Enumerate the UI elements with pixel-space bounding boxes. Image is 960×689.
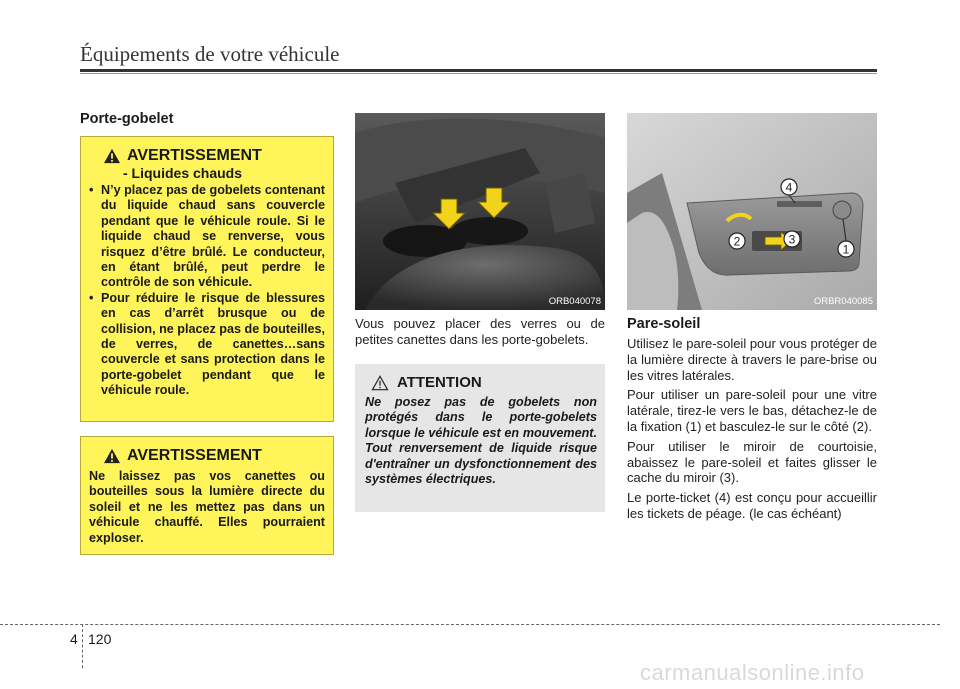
photo-caption: ORBR040085 — [813, 296, 873, 307]
warning-subtitle: - Liquides chauds — [123, 165, 243, 181]
photo-caption: ORB040078 — [548, 296, 601, 307]
cup-holder-photo — [355, 113, 605, 310]
svg-text:3: 3 — [788, 232, 796, 247]
warning-item: • N’y placez pas de gobelets contenant du liquide chaud sans couvercle pendant que le véhicule roule. Si le liquide chaud se renverse, vous risquez d’être brûlé. Le conducteur, en étant brûlé, peut perdre le contrôle de son véhicule. — [89, 183, 325, 291]
svg-text:2: 2 — [733, 234, 741, 249]
attention-title: ATTENTION — [397, 374, 482, 391]
sun-visor-paragraph: Utilisez le pare-soleil pour vous protéger de la lumière directe à travers le pare-brise ou les vitres latérales. — [627, 336, 878, 383]
sun-visor-paragraph: Pour utiliser le miroir de courtoisie, abaissez le pare-soleil et faites glisser le cache du miroir (3). — [627, 438, 877, 486]
warning-heading — [103, 147, 325, 165]
header-rule-thin — [80, 73, 877, 74]
cup-holder-illustration — [355, 113, 605, 310]
header-rule — [80, 69, 877, 72]
warning-triangle-icon — [103, 448, 121, 464]
footer-rule — [0, 624, 940, 625]
warning-title: AVERTISSEMENT — [127, 147, 262, 164]
page-header-title: Équipements de votre véhicule — [80, 42, 340, 66]
page-number: 120 — [88, 631, 112, 647]
svg-text:4: 4 — [785, 180, 793, 195]
sun-visor-photo — [627, 113, 877, 310]
attention-box — [355, 364, 605, 512]
callout-3 — [784, 231, 800, 247]
warning-triangle-icon — [103, 148, 121, 164]
section-title-cup-holder: Porte-gobelet — [80, 111, 174, 127]
sun-visor-text — [627, 336, 877, 526]
callout-2 — [729, 233, 745, 249]
cup-holder-paragraph: Vous pouvez placer des verres ou de petites canettes dans les porte-gobelets. — [355, 316, 605, 347]
section-title-sun-visor: Pare-soleil — [627, 316, 701, 332]
warning-heading — [103, 447, 325, 465]
sun-visor-illustration — [627, 113, 877, 310]
caution-triangle-icon — [371, 375, 389, 391]
sun-visor-paragraph: Le porte-ticket (4) est conçu pour accueillir les tickets de péage. (le cas échéant) — [627, 490, 877, 521]
watermark: carmanualsonline.info — [640, 660, 865, 685]
warning-text: Ne laissez pas vos canettes ou bouteilles sous la lumière directe du soleil et ne les mettez pas dans un véhicule chauffé. Elles pourraient exploser. — [89, 469, 325, 545]
warning-title: AVERTISSEMENT — [127, 447, 262, 464]
warning-item: • Pour réduire le risque de blessures en cas d’arrêt brusque ou de collision, ne placez pas de bouteilles, de verres, de canettes…sans couvercle et sans protection dans le porte-gobelet pendant que le véhicule roule. — [89, 291, 325, 399]
chapter-number: 4 — [70, 631, 78, 647]
attention-text: Ne posez pas de gobelets non protégés dans le porte-gobelets lorsque le véhicule est en mouvement. Tout renversement de liquide risque d'entraîner un dysfonctionnement des systèmes électriques. — [365, 395, 597, 487]
sun-visor-paragraph: Pour utiliser un pare-soleil pour une vitre latérale, tirez-le vers le bas, détachez-le de la fixation (1) et basculez-le sur le côté (2). — [627, 387, 877, 434]
warning-box-cans-sunlight — [80, 436, 334, 555]
warning-list — [89, 183, 325, 399]
footer-divider — [82, 624, 83, 668]
warning-box-hot-liquids — [80, 136, 334, 422]
attention-heading — [371, 374, 597, 391]
svg-text:1: 1 — [842, 242, 850, 257]
